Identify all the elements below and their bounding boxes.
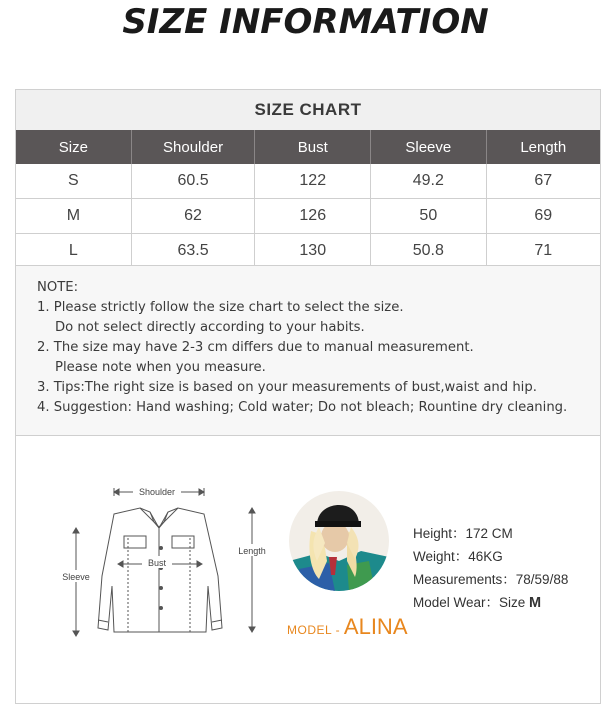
model-wear-size: M xyxy=(529,595,542,611)
table-cell: 50 xyxy=(371,199,486,234)
table-row xyxy=(16,164,600,199)
table-cell: 50.8 xyxy=(371,234,486,269)
shirt-outline-icon xyxy=(98,508,222,632)
column-header: Length xyxy=(486,130,600,164)
table-header-row xyxy=(16,130,600,164)
table-cell: 63.5 xyxy=(131,234,255,269)
table-cell: S xyxy=(16,164,131,199)
note-line: 1. Please strictly follow the size chart to select the size. xyxy=(37,300,404,315)
note-line: Do not select directly according to your habits. xyxy=(55,320,365,335)
page-title: SIZE INFORMATION xyxy=(122,2,489,42)
notes-heading: NOTE: xyxy=(37,280,79,295)
column-header: Size xyxy=(16,130,131,164)
model-height: Height：172 CM xyxy=(413,526,513,541)
table-cell: 62 xyxy=(131,199,255,234)
model-weight: Weight：46KG xyxy=(413,549,503,564)
model-wear-prefix: Model Wear：Size xyxy=(413,595,530,610)
note-line: Please note when you measure. xyxy=(55,360,266,375)
bust-label: Bust xyxy=(147,558,167,568)
sleeve-label: Sleeve xyxy=(62,572,90,582)
table-cell: L xyxy=(16,234,131,269)
model-stats xyxy=(413,522,568,614)
length-label: Length xyxy=(238,546,266,556)
model-wear xyxy=(413,591,568,614)
note-line: 3. Tips:The right size is based on your measurements of bust,waist and hip. xyxy=(37,380,537,395)
column-header: Bust xyxy=(255,130,371,164)
measurement-section xyxy=(16,435,600,704)
model-label-prefix: MODEL - xyxy=(287,623,344,637)
table-cell: 126 xyxy=(255,199,371,234)
shoulder-label: Shoulder xyxy=(138,487,176,497)
size-table xyxy=(16,130,600,269)
shirt-measurement-diagram xyxy=(56,456,286,656)
model-name-label xyxy=(287,614,408,640)
model-measurements: Measurements：78/59/88 xyxy=(413,572,569,587)
table-cell: 60.5 xyxy=(131,164,255,199)
column-header: Shoulder xyxy=(131,130,255,164)
note-line: 2. The size may have 2-3 cm differs due to manual measurement. xyxy=(37,340,474,355)
note-line: 4. Suggestion: Hand washing; Cold water; Do not bleach; Rountine dry cleaning. xyxy=(37,400,568,415)
notes-section xyxy=(16,265,600,436)
table-cell: 67 xyxy=(486,164,600,199)
table-cell: 71 xyxy=(486,234,600,269)
table-cell: M xyxy=(16,199,131,234)
table-row xyxy=(16,234,600,269)
size-info-panel xyxy=(15,89,601,704)
table-cell: 49.2 xyxy=(371,164,486,199)
table-cell: 69 xyxy=(486,199,600,234)
table-row xyxy=(16,199,600,234)
table-cell: 122 xyxy=(255,164,371,199)
size-chart-title: SIZE CHART xyxy=(16,90,600,130)
length-arrow xyxy=(249,508,255,632)
model-name: ALINA xyxy=(343,614,408,639)
table-cell: 130 xyxy=(255,234,371,269)
model-avatar xyxy=(289,491,389,591)
column-header: Sleeve xyxy=(371,130,486,164)
